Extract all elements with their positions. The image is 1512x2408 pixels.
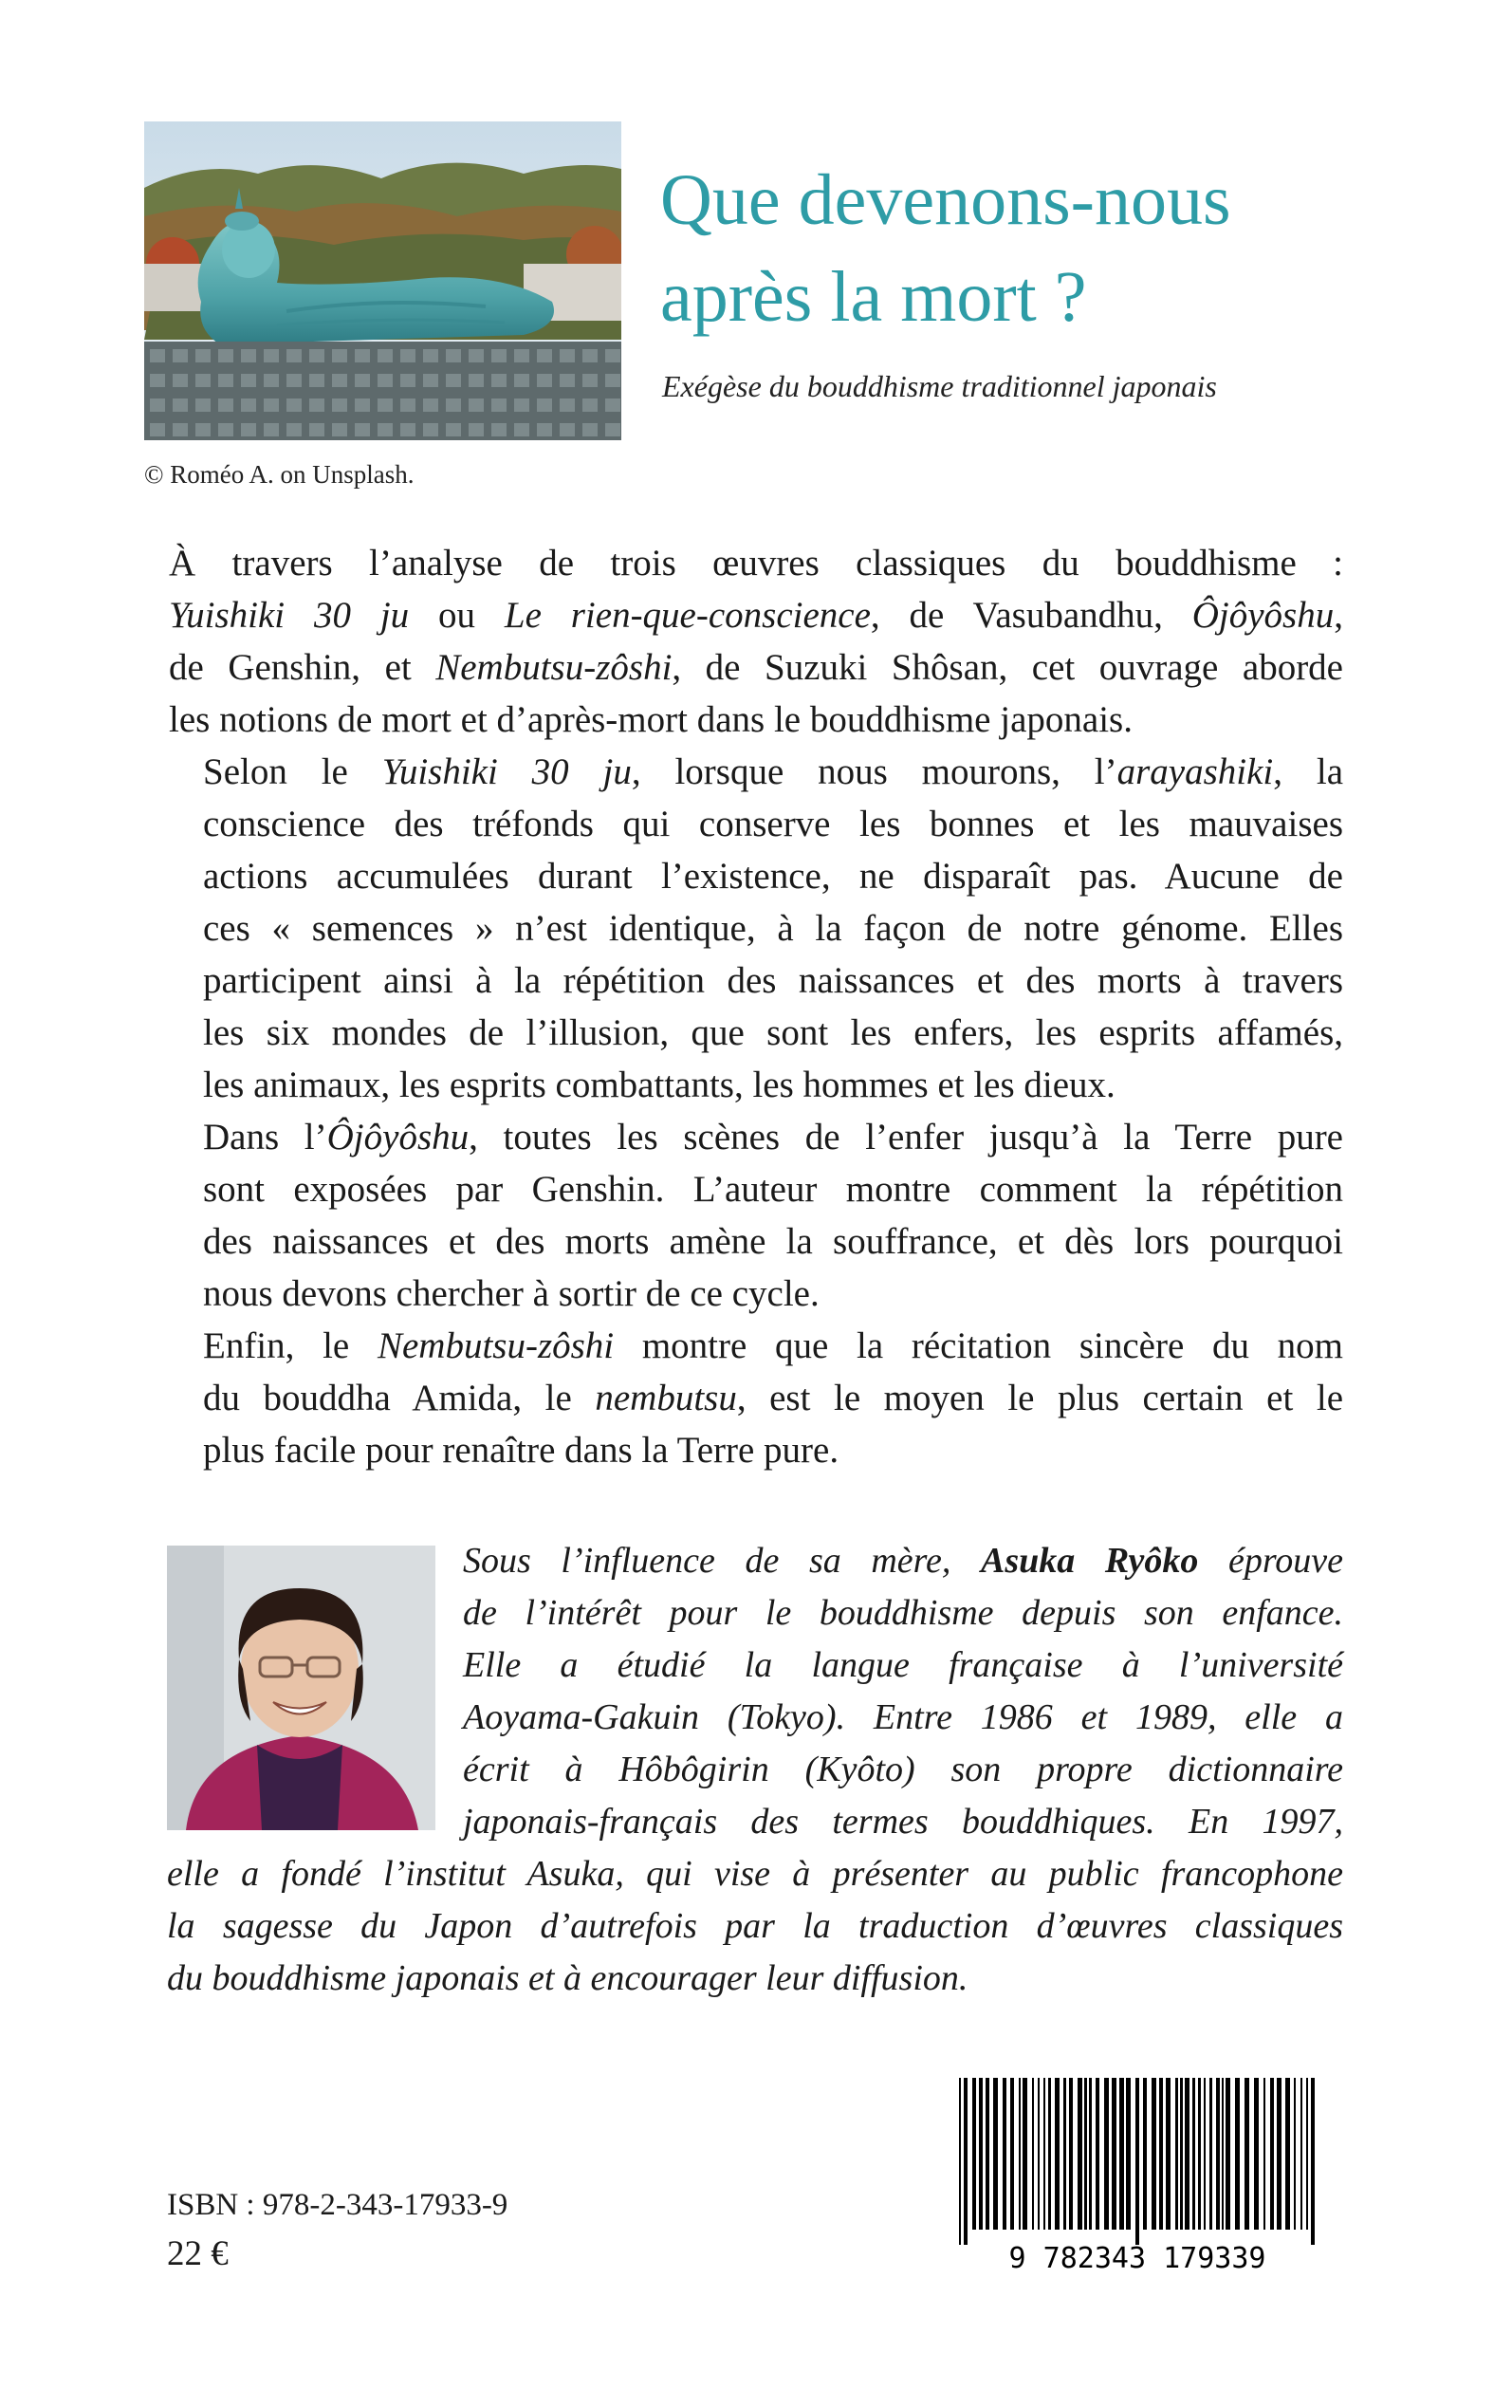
barcode-bar bbox=[1032, 2078, 1034, 2230]
barcode-bar bbox=[1166, 2078, 1171, 2230]
summary-paragraph bbox=[169, 1320, 1343, 1476]
text-segment: nembutsu bbox=[595, 1378, 737, 1418]
text-segment: montre que la récitation sincère du nom bbox=[614, 1325, 1343, 1366]
barcode-digits: 9 782343 179339 bbox=[1008, 2242, 1266, 2273]
barcode-bar bbox=[979, 2078, 983, 2230]
cover-photo bbox=[144, 121, 621, 440]
text-segment: des naissances et des morts amène la souffrance, et dès lors pourquoi bbox=[203, 1221, 1343, 1262]
text-line bbox=[169, 850, 1343, 902]
text-line bbox=[169, 954, 1343, 1007]
text-line bbox=[169, 798, 1343, 850]
text-segment: Ôjôyôshu bbox=[1191, 595, 1335, 636]
text-line bbox=[169, 902, 1343, 954]
text-segment: actions accumulées durant l’existence, ne disparaît pas. Aucune de bbox=[203, 856, 1343, 897]
text-segment: , est le moyen le plus certain et le bbox=[736, 1378, 1344, 1418]
barcode-bar bbox=[1263, 2078, 1265, 2230]
text-line bbox=[169, 589, 1343, 641]
barcode-bar bbox=[1306, 2078, 1308, 2230]
text-segment: nous devons chercher à sortir de ce cycle. bbox=[203, 1273, 820, 1314]
barcode-bar bbox=[1270, 2078, 1274, 2230]
barcode-bar bbox=[1063, 2078, 1066, 2230]
text-segment: , toutes les scènes de l’enfer jusqu’à la Terre pure bbox=[469, 1117, 1343, 1158]
summary-paragraph bbox=[169, 746, 1343, 1111]
text-segment: la sagesse du Japon d’autrefois par la traduction d’œuvres classiques bbox=[167, 1906, 1343, 1946]
isbn: ISBN : 978-2-343-17933-9 bbox=[167, 2188, 508, 2222]
text-segment: les notions de mort et d’après-mort dans le bouddhisme japonais. bbox=[169, 699, 1133, 740]
text-segment: Selon le bbox=[203, 751, 382, 792]
photo-credit: © Roméo A. on Unsplash. bbox=[144, 460, 415, 489]
text-segment: , la bbox=[1273, 751, 1343, 792]
barcode-bar bbox=[1055, 2078, 1060, 2230]
barcode-bar bbox=[1209, 2078, 1212, 2230]
text-segment: les six mondes de l’illusion, que sont les enfers, les esprits affamés, bbox=[203, 1012, 1343, 1053]
text-line bbox=[169, 1215, 1343, 1268]
barcode-bar bbox=[1294, 2078, 1296, 2230]
summary-paragraph bbox=[169, 1111, 1343, 1320]
text-line bbox=[169, 694, 1343, 746]
barcode-bar bbox=[1089, 2078, 1092, 2230]
text-segment: Nembutsu-zôshi bbox=[377, 1325, 615, 1366]
barcode-bar bbox=[1311, 2078, 1315, 2245]
barcode-bar bbox=[959, 2078, 961, 2245]
text-line bbox=[169, 1111, 1343, 1163]
barcode bbox=[944, 2074, 1331, 2273]
barcode-bar bbox=[972, 2078, 976, 2230]
text-segment: ou bbox=[409, 595, 505, 636]
barcode-bar bbox=[1104, 2078, 1109, 2230]
text-line bbox=[169, 746, 1343, 798]
text-segment: plus facile pour renaître dans la Terre pure. bbox=[203, 1430, 839, 1471]
text-segment: Le rien-que-conscience bbox=[504, 595, 871, 636]
barcode-bar bbox=[1235, 2078, 1240, 2230]
text-segment: Elle a étudié la langue française à l’université bbox=[463, 1645, 1343, 1685]
text-segment: Aoyama-Gakuin (Tokyo). Entre 1986 et 1989, elle a bbox=[463, 1697, 1343, 1737]
barcode-bar bbox=[993, 2078, 998, 2230]
barcode-bar bbox=[1069, 2078, 1073, 2230]
text-segment: arayashiki bbox=[1116, 751, 1274, 792]
text-segment: écrit à Hôbôgirin (Kyôto) son propre dictionnaire bbox=[463, 1750, 1343, 1789]
book-title-line-2: après la mort ? bbox=[660, 257, 1087, 337]
text-line bbox=[169, 1372, 1343, 1424]
barcode-bar bbox=[986, 2078, 989, 2230]
text-line bbox=[463, 1639, 1343, 1692]
barcode-bar bbox=[1159, 2078, 1163, 2230]
barcode-bar bbox=[1143, 2078, 1147, 2230]
text-segment: , bbox=[1334, 595, 1343, 636]
author-bio bbox=[167, 1535, 1343, 2005]
barcode-bar bbox=[1192, 2078, 1195, 2230]
barcode-bar bbox=[1043, 2078, 1045, 2230]
barcode-bar bbox=[1048, 2078, 1051, 2230]
summary-paragraph bbox=[169, 537, 1343, 746]
text-line bbox=[463, 1587, 1343, 1639]
barcode-bar bbox=[1216, 2078, 1220, 2230]
barcode-bar bbox=[1198, 2078, 1201, 2230]
book-summary bbox=[169, 537, 1343, 1476]
book-subtitle: Exégèse du bouddhisme traditionnel japonais bbox=[662, 369, 1217, 403]
text-segment: Nembutsu-zôshi bbox=[435, 647, 673, 688]
text-segment: Asuka Ryôko bbox=[981, 1541, 1199, 1581]
text-segment: , de Suzuki Shôsan, cet ouvrage aborde bbox=[672, 647, 1343, 688]
text-line bbox=[169, 1163, 1343, 1215]
barcode-bar bbox=[1019, 2078, 1021, 2230]
text-segment: Yuishiki 30 ju bbox=[381, 751, 632, 792]
barcode-bar bbox=[1185, 2078, 1189, 2230]
barcode-bar bbox=[1300, 2078, 1302, 2230]
barcode-bar bbox=[1152, 2078, 1156, 2230]
text-segment: ces « semences » n’est identique, à la façon de notre génome. Elles bbox=[203, 908, 1343, 949]
barcode-bar bbox=[1135, 2078, 1139, 2245]
text-line bbox=[169, 537, 1343, 589]
barcode-bar bbox=[1023, 2078, 1027, 2230]
price: 22 € bbox=[167, 2234, 229, 2273]
text-line bbox=[463, 1535, 1343, 1587]
text-segment: du bouddha Amida, le bbox=[203, 1378, 596, 1418]
text-line bbox=[463, 1744, 1343, 1796]
text-line bbox=[169, 1424, 1343, 1476]
barcode-bar bbox=[1285, 2078, 1290, 2230]
text-line bbox=[167, 1900, 1343, 1953]
text-line bbox=[167, 1953, 1343, 2005]
barcode-bar bbox=[1222, 2078, 1224, 2230]
text-segment: , lorsque nous mourons, l’ bbox=[631, 751, 1117, 792]
text-segment: Sous l’influence de sa mère, bbox=[463, 1541, 982, 1581]
barcode-bar bbox=[1010, 2078, 1014, 2230]
text-segment: sont exposées par Genshin. L’auteur montre comment la répétition bbox=[203, 1169, 1343, 1210]
text-segment: de l’intérêt pour le bouddhisme depuis son enfance. bbox=[463, 1593, 1343, 1633]
text-segment: conscience des tréfonds qui conserve les bonnes et les mauvaises bbox=[203, 804, 1343, 844]
text-segment: participent ainsi à la répétition des naissances et des morts à travers bbox=[203, 960, 1343, 1001]
text-segment: Ôjôyôshu bbox=[326, 1117, 470, 1158]
text-segment: , de Vasubandhu, bbox=[870, 595, 1192, 636]
text-segment: japonais-français des termes bouddhiques. En 1997, bbox=[463, 1802, 1343, 1842]
text-segment: Enfin, le bbox=[203, 1325, 378, 1366]
barcode-bar bbox=[1119, 2078, 1124, 2230]
text-line bbox=[463, 1692, 1343, 1744]
text-line bbox=[169, 1059, 1343, 1111]
barcode-bar bbox=[1084, 2078, 1087, 2230]
barcode-bar bbox=[1175, 2078, 1178, 2230]
text-line bbox=[169, 641, 1343, 694]
text-line bbox=[463, 1796, 1343, 1848]
book-title-line-1: Que devenons-nous bbox=[660, 160, 1231, 240]
text-segment: elle a fondé l’institut Asuka, qui vise à présenter au public francophone bbox=[167, 1854, 1343, 1894]
barcode-bar bbox=[1112, 2078, 1116, 2230]
text-segment: éprouve bbox=[1198, 1541, 1344, 1581]
barcode-bar bbox=[1096, 2078, 1099, 2230]
text-line bbox=[169, 1268, 1343, 1320]
barcode-bar bbox=[1003, 2078, 1006, 2230]
barcode-bar bbox=[1204, 2078, 1206, 2230]
text-segment: de Genshin, et bbox=[169, 647, 436, 688]
barcode-bar bbox=[1038, 2078, 1040, 2230]
text-segment: Yuishiki 30 ju bbox=[169, 595, 410, 636]
barcode-bar bbox=[1245, 2078, 1249, 2230]
text-segment: Dans l’ bbox=[203, 1117, 327, 1158]
barcode-bar bbox=[1277, 2078, 1282, 2230]
barcode-bar bbox=[1226, 2078, 1230, 2230]
barcode-bar bbox=[1126, 2078, 1131, 2230]
barcode-bar bbox=[1180, 2078, 1183, 2230]
text-segment: les animaux, les esprits combattants, les hommes et les dieux. bbox=[203, 1065, 1116, 1105]
barcode-bar bbox=[964, 2078, 968, 2245]
barcode-bar bbox=[1078, 2078, 1082, 2230]
text-line bbox=[169, 1007, 1343, 1059]
text-line bbox=[167, 1848, 1343, 1900]
text-line bbox=[169, 1320, 1343, 1372]
text-segment: du bouddhisme japonais et à encourager leur diffusion. bbox=[167, 1958, 968, 1998]
text-segment: À travers l’analyse de trois œuvres classiques du bouddhisme : bbox=[169, 543, 1343, 583]
barcode-bar bbox=[1254, 2078, 1259, 2230]
book-title bbox=[660, 152, 1231, 345]
